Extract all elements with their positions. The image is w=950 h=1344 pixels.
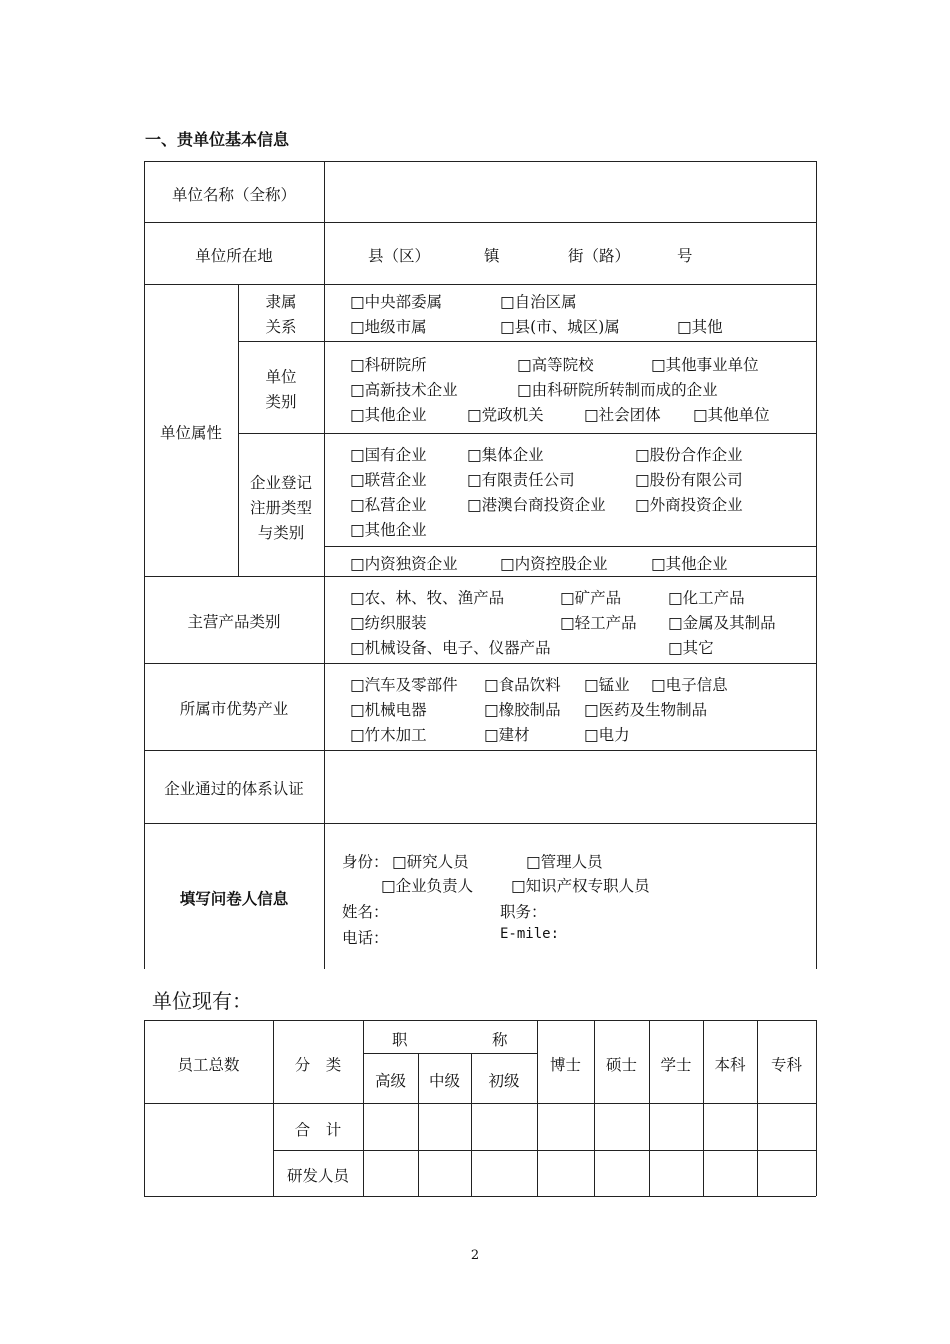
identity-option[interactable]: □知识产权专职人员: [511, 877, 650, 895]
staff-subtitle: 单位现有：: [152, 989, 252, 1013]
product-option[interactable]: □农、林、牧、渔产品: [350, 589, 505, 607]
registration-option[interactable]: □有限责任公司: [467, 471, 575, 489]
registration-option[interactable]: □港澳台商投资企业: [467, 496, 606, 514]
industry-option[interactable]: □橡胶制品: [484, 701, 561, 719]
industry-option[interactable]: □电力: [584, 726, 630, 744]
location-county: 县（区）: [368, 247, 431, 265]
investment-option[interactable]: □其他企业: [651, 555, 728, 573]
category-option[interactable]: □其他事业单位: [651, 356, 759, 374]
registration-option[interactable]: □其他企业: [350, 521, 427, 539]
row-total-label: 合 计: [294, 1121, 342, 1139]
identity-option[interactable]: □研究人员: [392, 853, 469, 871]
affiliation-option[interactable]: □其他: [677, 318, 723, 336]
registration-option[interactable]: □集体企业: [467, 446, 544, 464]
industry-option[interactable]: □医药及生物制品: [584, 701, 708, 719]
registration-option[interactable]: □私营企业: [350, 496, 427, 514]
category-option[interactable]: □由科研院所转制而成的企业: [517, 381, 718, 399]
row-rd-label: 研发人员: [286, 1167, 349, 1185]
product-option[interactable]: □化工产品: [668, 589, 745, 607]
affiliation-option[interactable]: □县(市、城区)属: [500, 318, 620, 336]
location-street: 街（路）: [568, 247, 631, 265]
industry-option[interactable]: □汽车及零部件: [350, 676, 458, 694]
industry-option[interactable]: □食品饮料: [484, 676, 561, 694]
registration-label-2: 注册类型: [249, 499, 312, 517]
investment-option[interactable]: □内资控股企业: [500, 555, 608, 573]
registration-label-1: 企业登记: [249, 474, 312, 492]
registration-label-3: 与类别: [257, 524, 305, 542]
product-option[interactable]: □机械设备、电子、仪器产品: [350, 639, 551, 657]
category-option[interactable]: □其他单位: [693, 406, 770, 424]
degree-header: 学士: [660, 1056, 692, 1074]
position-label: 职务：: [500, 903, 547, 921]
location-number: 号: [677, 247, 693, 265]
certification-field[interactable]: [326, 752, 814, 821]
products-label: 主营产品类别: [187, 613, 281, 631]
product-option[interactable]: □矿产品: [560, 589, 622, 607]
title-header-2: 称: [492, 1031, 508, 1049]
industry-label: 所属市优势产业: [179, 700, 289, 718]
email-label: E-mile:: [500, 926, 560, 942]
affiliation-option[interactable]: □中央部委属: [350, 293, 443, 311]
category-option[interactable]: □其他企业: [350, 406, 427, 424]
title-level-junior: 初级: [488, 1072, 520, 1090]
identity-option[interactable]: □企业负责人: [381, 877, 474, 895]
degree-header: 专科: [770, 1056, 802, 1074]
category-label-2: 类别: [265, 393, 297, 411]
category-option[interactable]: □科研院所: [350, 356, 427, 374]
category-label-1: 单位: [265, 368, 297, 386]
product-option[interactable]: □其它: [668, 639, 714, 657]
degree-header: 博士: [549, 1056, 581, 1074]
title-header-1: 职: [392, 1031, 408, 1049]
title-level-senior: 高级: [374, 1072, 406, 1090]
identity-label: 身份：: [342, 853, 389, 871]
certification-label: 企业通过的体系认证: [164, 780, 304, 798]
industry-option[interactable]: □电子信息: [651, 676, 728, 694]
respondent-label: 填写问卷人信息: [179, 890, 289, 908]
category-option[interactable]: □党政机关: [467, 406, 544, 424]
affiliation-option[interactable]: □地级市属: [350, 318, 427, 336]
industry-option[interactable]: □机械电器: [350, 701, 427, 719]
identity-option[interactable]: □管理人员: [526, 853, 603, 871]
registration-option[interactable]: □股份有限公司: [635, 471, 743, 489]
industry-option[interactable]: □锰业: [584, 676, 630, 694]
registration-option[interactable]: □外商投资企业: [635, 496, 743, 514]
category-option[interactable]: □高新技术企业: [350, 381, 458, 399]
title-level-middle: 中级: [428, 1072, 460, 1090]
affiliation-option[interactable]: □自治区属: [500, 293, 577, 311]
section-title: 一、贵单位基本信息: [145, 130, 290, 149]
page-number: 2: [470, 1248, 480, 1263]
industry-option[interactable]: □竹木加工: [350, 726, 427, 744]
total-staff-label: 员工总数: [177, 1056, 240, 1074]
unit-name-field[interactable]: [326, 163, 814, 220]
registration-option[interactable]: □联营企业: [350, 471, 427, 489]
investment-option[interactable]: □内资独资企业: [350, 555, 458, 573]
name-label: 姓名：: [342, 903, 389, 921]
unit-name-label: 单位名称（全称）: [171, 186, 296, 204]
location-label: 单位所在地: [195, 247, 273, 265]
affiliation-label-2: 关系: [265, 318, 297, 336]
attributes-label: 单位属性: [159, 424, 222, 442]
product-option[interactable]: □纺织服装: [350, 614, 427, 632]
category-header: 分 类: [294, 1056, 342, 1074]
affiliation-label-1: 隶属: [265, 293, 297, 311]
industry-option[interactable]: □建材: [484, 726, 530, 744]
product-option[interactable]: □轻工产品: [560, 614, 637, 632]
product-option[interactable]: □金属及其制品: [668, 614, 776, 632]
registration-option[interactable]: □国有企业: [350, 446, 427, 464]
phone-label: 电话：: [342, 929, 389, 947]
degree-header: 本科: [714, 1056, 746, 1074]
degree-header: 硕士: [605, 1056, 637, 1074]
category-option[interactable]: □高等院校: [517, 356, 594, 374]
registration-option[interactable]: □股份合作企业: [635, 446, 743, 464]
category-option[interactable]: □社会团体: [584, 406, 661, 424]
location-town: 镇: [484, 247, 500, 265]
